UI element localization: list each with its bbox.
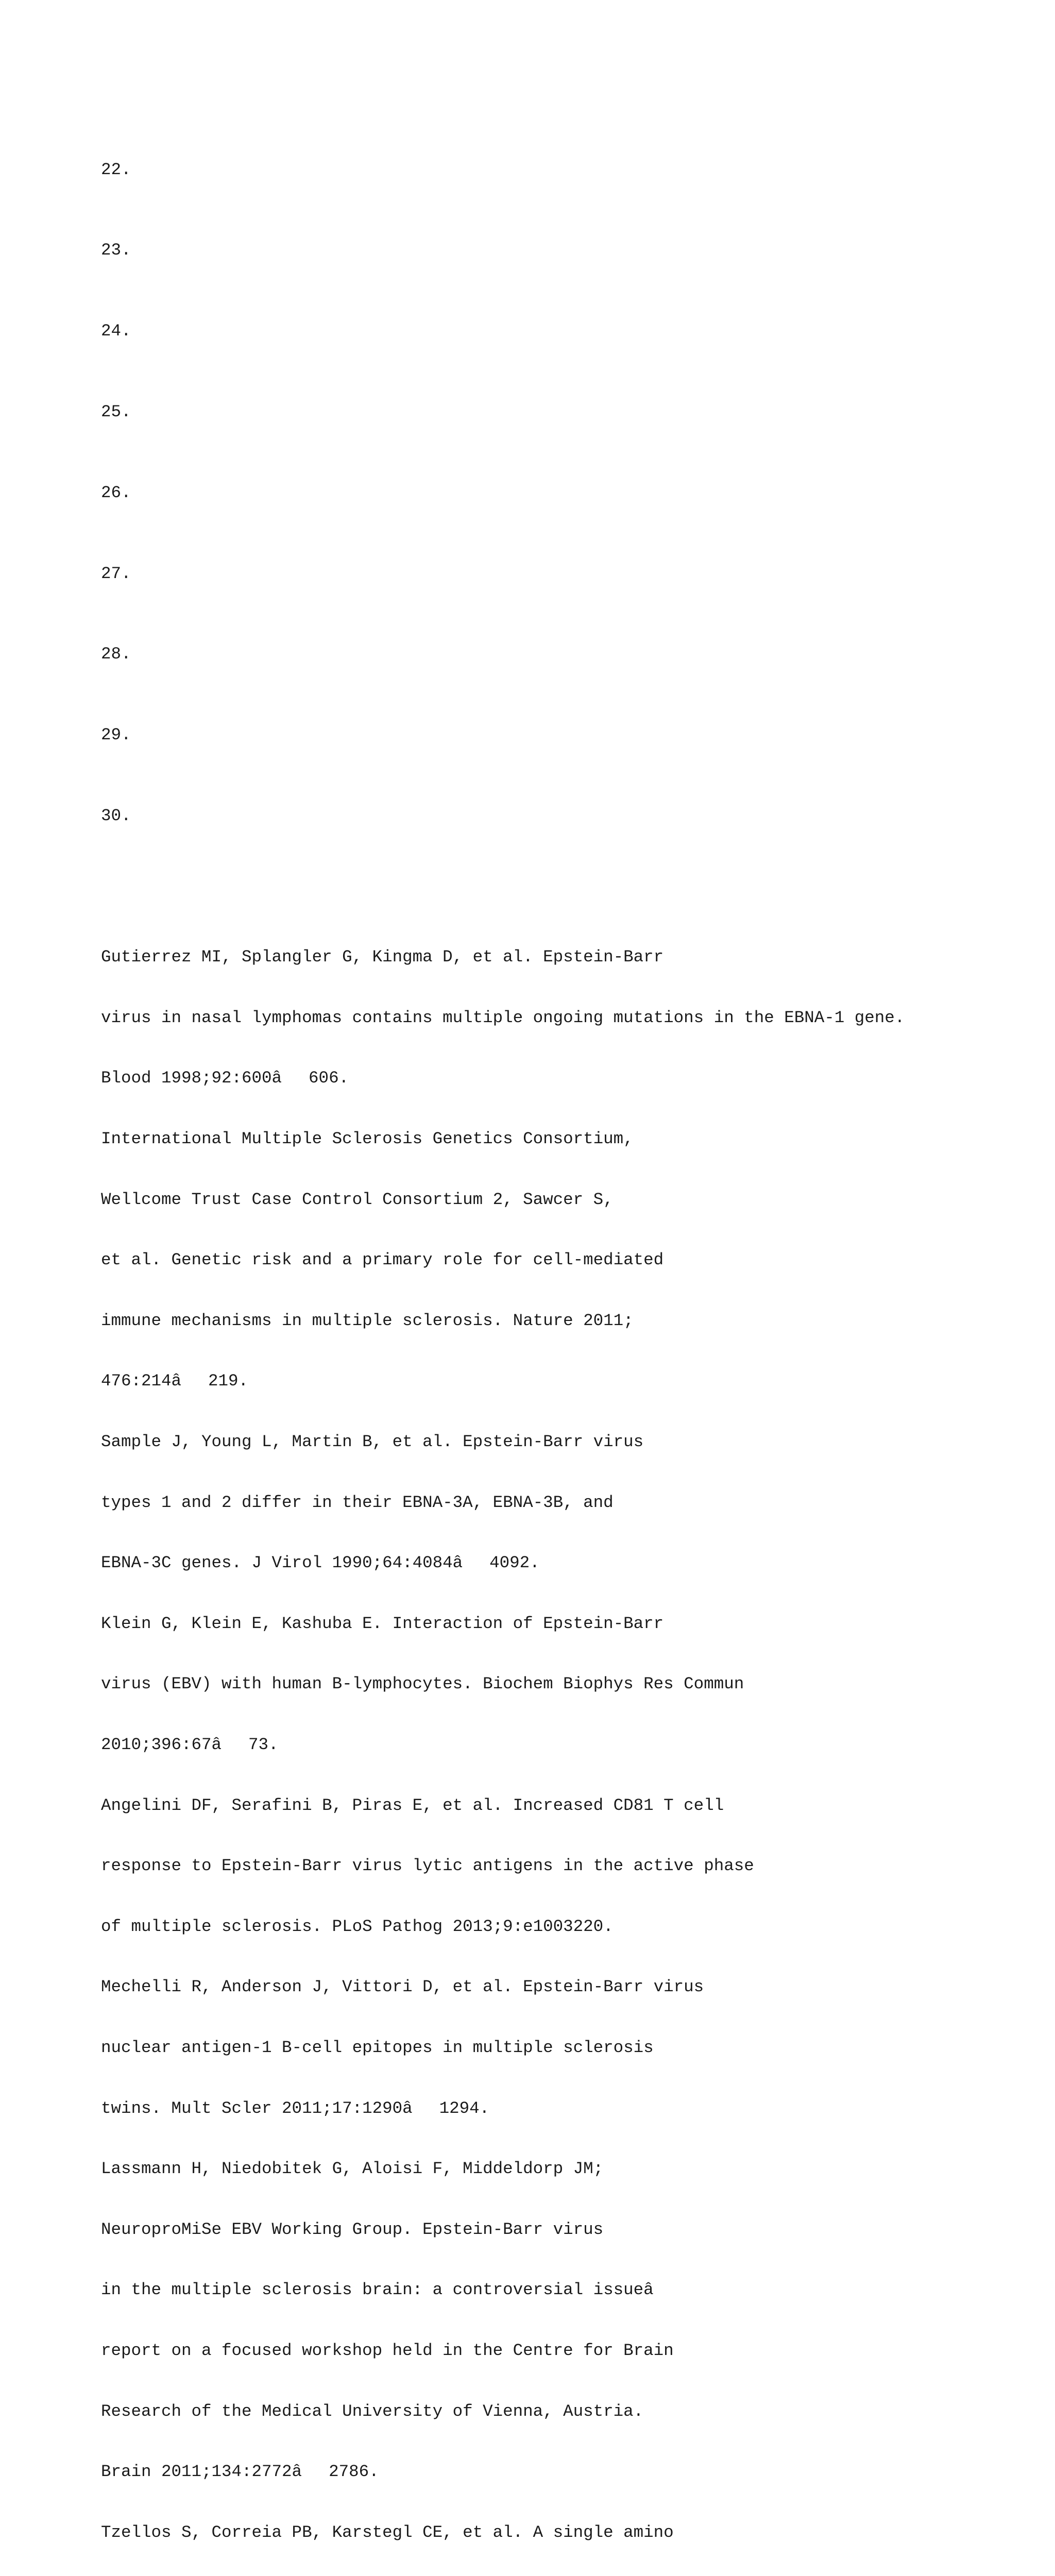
reference-number: 29. [101, 725, 131, 745]
reference-number: 23. [101, 241, 131, 260]
reference-line: NeuroproMiSe EBV Working Group. Epstein-Barr virus [101, 2219, 604, 2239]
reference-line: Tzellos S, Correia PB, Karstegl CE, et al. A single amino [101, 2522, 674, 2542]
reference-line: report on a focused workshop held in the Centre for Brain [101, 2341, 674, 2360]
reference-number: 30. [101, 806, 131, 825]
reference-line: et al. Genetic risk and a primary role for cell-mediated [101, 1250, 664, 1270]
reference-line: Brain 2011;134:2772â2786. [101, 2462, 379, 2482]
reference-number: 26. [101, 483, 131, 502]
reference-list [101, 99, 1039, 2576]
reference-line: twins. Mult Scler 2011;17:1290â1294. [101, 2098, 490, 2118]
reference-line: Lassmann H, Niedobitek G, Aloisi F, Middeldorp JM; [101, 2159, 604, 2179]
reference-line: in the multiple sclerosis brain: a controversial issueâ [101, 2280, 680, 2300]
reference-line: EBNA-3C genes. J Virol 1990;64:4084â4092. [101, 1553, 540, 1573]
reference-number: 25. [101, 402, 131, 421]
reference-number: 27. [101, 564, 131, 583]
reference-line: Angelini DF, Serafini B, Piras E, et al. Increased CD81 T cell [101, 1795, 724, 1815]
reference-line: Research of the Medical University of Vienna, Austria. [101, 2401, 644, 2421]
reference-number: 24. [101, 321, 131, 341]
reference-line: Klein G, Klein E, Kashuba E. Interaction of Epstein-Barr [101, 1614, 664, 1633]
reference-line: nuclear antigen-1 B-cell epitopes in multiple sclerosis [101, 2038, 654, 2057]
reference-line: of multiple sclerosis. PLoS Pathog 2013;9:e1003220. [101, 1917, 614, 1936]
reference-line: virus in nasal lymphomas contains multiple ongoing mutations in the EBNA-1 gene. [101, 1008, 905, 1027]
reference-line: Wellcome Trust Case Control Consortium 2, Sawcer S, [101, 1190, 614, 1209]
reference-line: 2010;396:67â73. [101, 1735, 279, 1754]
reference-number: 22. [101, 160, 131, 179]
reference-line: Gutierrez MI, Splangler G, Kingma D, et al. Epstein-Barr [101, 947, 664, 967]
reference-line: International Multiple Sclerosis Genetics Consortium, [101, 1129, 634, 1149]
reference-line: virus (EBV) with human B-lymphocytes. Biochem Biophys Res Commun [101, 1674, 744, 1694]
reference-line: immune mechanisms in multiple sclerosis. Nature 2011; [101, 1311, 634, 1330]
reference-number: 28. [101, 645, 131, 664]
reference-line: Blood 1998;92:600â606. [101, 1069, 349, 1088]
reference-line: types 1 and 2 differ in their EBNA-3A, EBNA-3B, and [101, 1493, 614, 1512]
reference-line: Sample J, Young L, Martin B, et al. Epstein-Barr virus [101, 1432, 644, 1451]
reference-line: 476:214â219. [101, 1371, 249, 1391]
reference-line: Mechelli R, Anderson J, Vittori D, et al. Epstein-Barr virus [101, 1977, 704, 1997]
reference-line: response to Epstein-Barr virus lytic antigens in the active phase [101, 1856, 754, 1876]
reference-entries [101, 907, 1039, 2576]
